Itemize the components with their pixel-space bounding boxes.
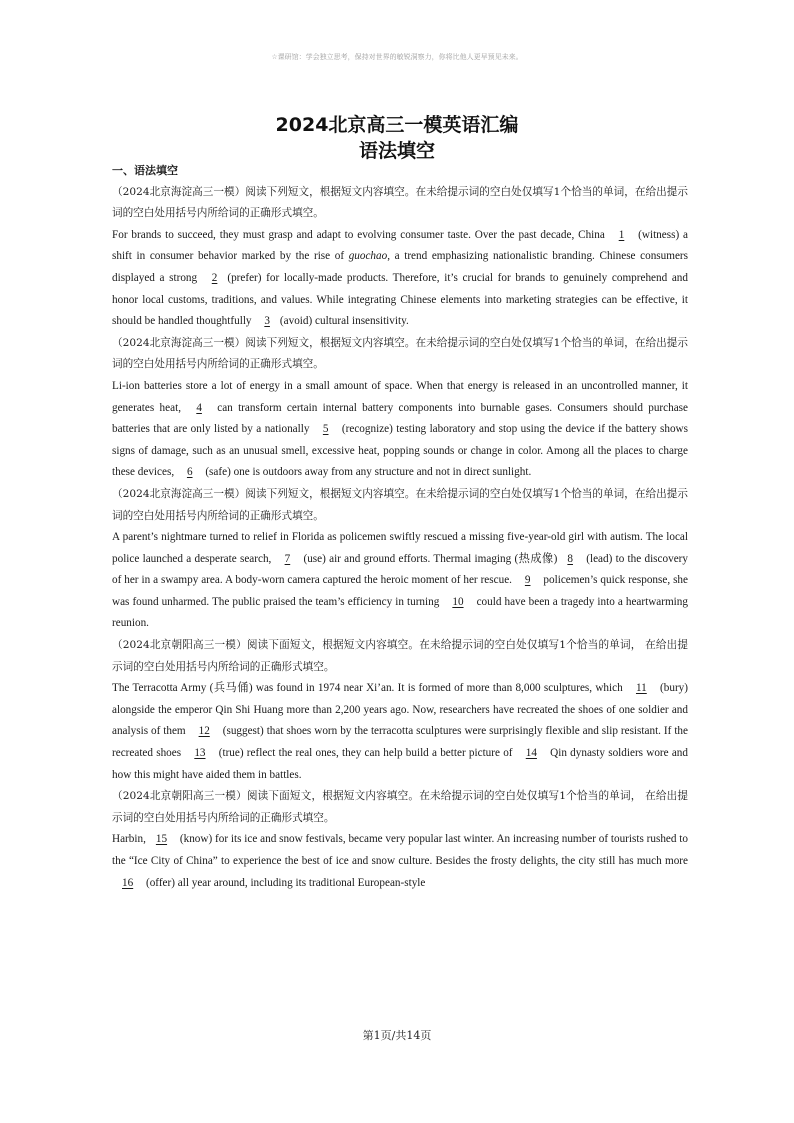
blank-14: 14: [525, 747, 537, 760]
document-body: [112, 160, 688, 894]
passage-3-text: A parent’s nightmare turned to relief in Florida as policemen swiftly rescued a missing five-year-old girl with autism. The local police launched a desperate search, 7 (use) air and ground efforts. Thermal imaging (热成像) 8 (lead) to the discovery of her in a swampy area. A body-worn camera captured the heroic moment of her rescue. 9 policemen’s quick response, she was found unharmed. The public praised the team’s efficiency in turning 10 could have been a tragedy into a heartwarming reunion.: [112, 531, 688, 630]
blank-9: 9: [524, 574, 531, 587]
blank-3: 3: [264, 315, 270, 328]
document-title: 2024北京高三一模英语汇编: [275, 114, 519, 136]
header-note: ☆课研馆：学会独立思考，保持对世界的敏锐洞察力，你将比他人更早预见未来。: [271, 53, 523, 61]
passage-5-instruction: （2024北京朝阳高三一模）阅读下面短文，根据短文内容填空。在未给提示词的空白处仅填写1个恰当的单词， 在给出提示词的空白处用括号内所给词的正确形式填空。: [112, 790, 688, 824]
passage-3-instruction: （2024北京海淀高三一模）阅读下列短文，根据短文内容填空。在未给提示词的空白处仅填写1个恰当的单词，在给出提示词的空白处用括号内所给词的正确形式填空。: [112, 487, 688, 522]
passage-5-text: Harbin, 15 (know) for its ice and snow festivals, became very popular last winter. An increasing number of tourists rushed to the “Ice City of China” to experience the best of ice and snow culture. Besides the frosty delights, the city still has much more 16 (offer) all year around, including its traditional European-style: [112, 829, 688, 894]
blank-15: 15: [155, 833, 168, 846]
blank-5: 5: [322, 423, 329, 436]
document-subtitle: 语法填空: [358, 140, 435, 162]
section-heading: 一、语法填空: [112, 164, 178, 177]
blank-8: 8: [567, 552, 573, 565]
blank-4: 4: [196, 401, 202, 414]
page-number: 第1页/共14页: [362, 1029, 432, 1042]
passage-4-text: The Terracotta Army (兵马俑) was found in 1974 near Xi’an. It is formed of more than 8,000 sculptures, which 11 (bury) alongside the emperor Qin Shi Huang more than 2,200 years ago. Now, researchers have recreated the shoes of one soldier and analysis of them 12 (suggest) that shoes worn by the terracotta sculptures were surprisingly flexible and slip resistant. If the recreated shoes 13 (true) reflect the real ones, they can help build a better picture of 14 Qin dynasty soldiers wore and how this might have aided them in battles.: [112, 678, 688, 786]
passage-4-instruction: （2024北京朝阳高三一模）阅读下面短文，根据短文内容填空。在未给提示词的空白处仅填写1个恰当的单词， 在给出提示词的空白处用括号内所给词的正确形式填空。: [112, 639, 688, 673]
blank-7: 7: [284, 552, 291, 565]
blank-2: 2: [211, 271, 218, 284]
passage-2-text: Li-ion batteries store a lot of energy in a small amount of space. When that energy is released in an uncontrolled manner, it generates heat, 4 can transform certain internal battery components into burnable gases. Consumers should purchase batteries that are only listed by a nationally 5 (recognize) testing laboratory and stop using the device if the battery shows signs of damage, such as an unusual smell, excessive heat, popping sounds or change in color. Among all the places to charge these devices, 6 (safe) one is outdoors away from any structure and not in direct sunlight.: [112, 376, 688, 484]
blank-11: 11: [635, 682, 647, 695]
blank-6: 6: [186, 466, 193, 479]
blank-10: 10: [452, 595, 464, 608]
blank-12: 12: [198, 725, 210, 738]
passage-1-instruction: （2024北京海淀高三一模）阅读下列短文，根据短文内容填空。在未给提示词的空白处仅填写1个恰当的单词，在给出提示词的空白处用括号内所给词的正确形式填空。: [112, 185, 688, 220]
blank-1: 1: [618, 228, 625, 241]
passage-1-text: For brands to succeed, they must grasp and adapt to evolving consumer taste. Over the past decade, China 1 (witness) a shift in consumer behavior marked by the rise of guochao, a trend emphasizing nationalistic branding. Chinese consumers displayed a strong 2 (prefer) for locally-made products. Therefore, it’s crucial for brands to genuinely comprehend and honor local customs, traditions, and values. While integrating Chinese elements into marketing strategies can be effective, it should be handled thoughtfully 3 (avoid) cultural insensitivity.: [112, 225, 688, 333]
blank-13: 13: [194, 747, 206, 760]
blank-16: 16: [122, 876, 134, 889]
passage-2-instruction: （2024北京海淀高三一模）阅读下列短文，根据短文内容填空。在未给提示词的空白处仅填写1个恰当的单词，在给出提示词的空白处用括号内所给词的正确形式填空。: [112, 336, 688, 371]
